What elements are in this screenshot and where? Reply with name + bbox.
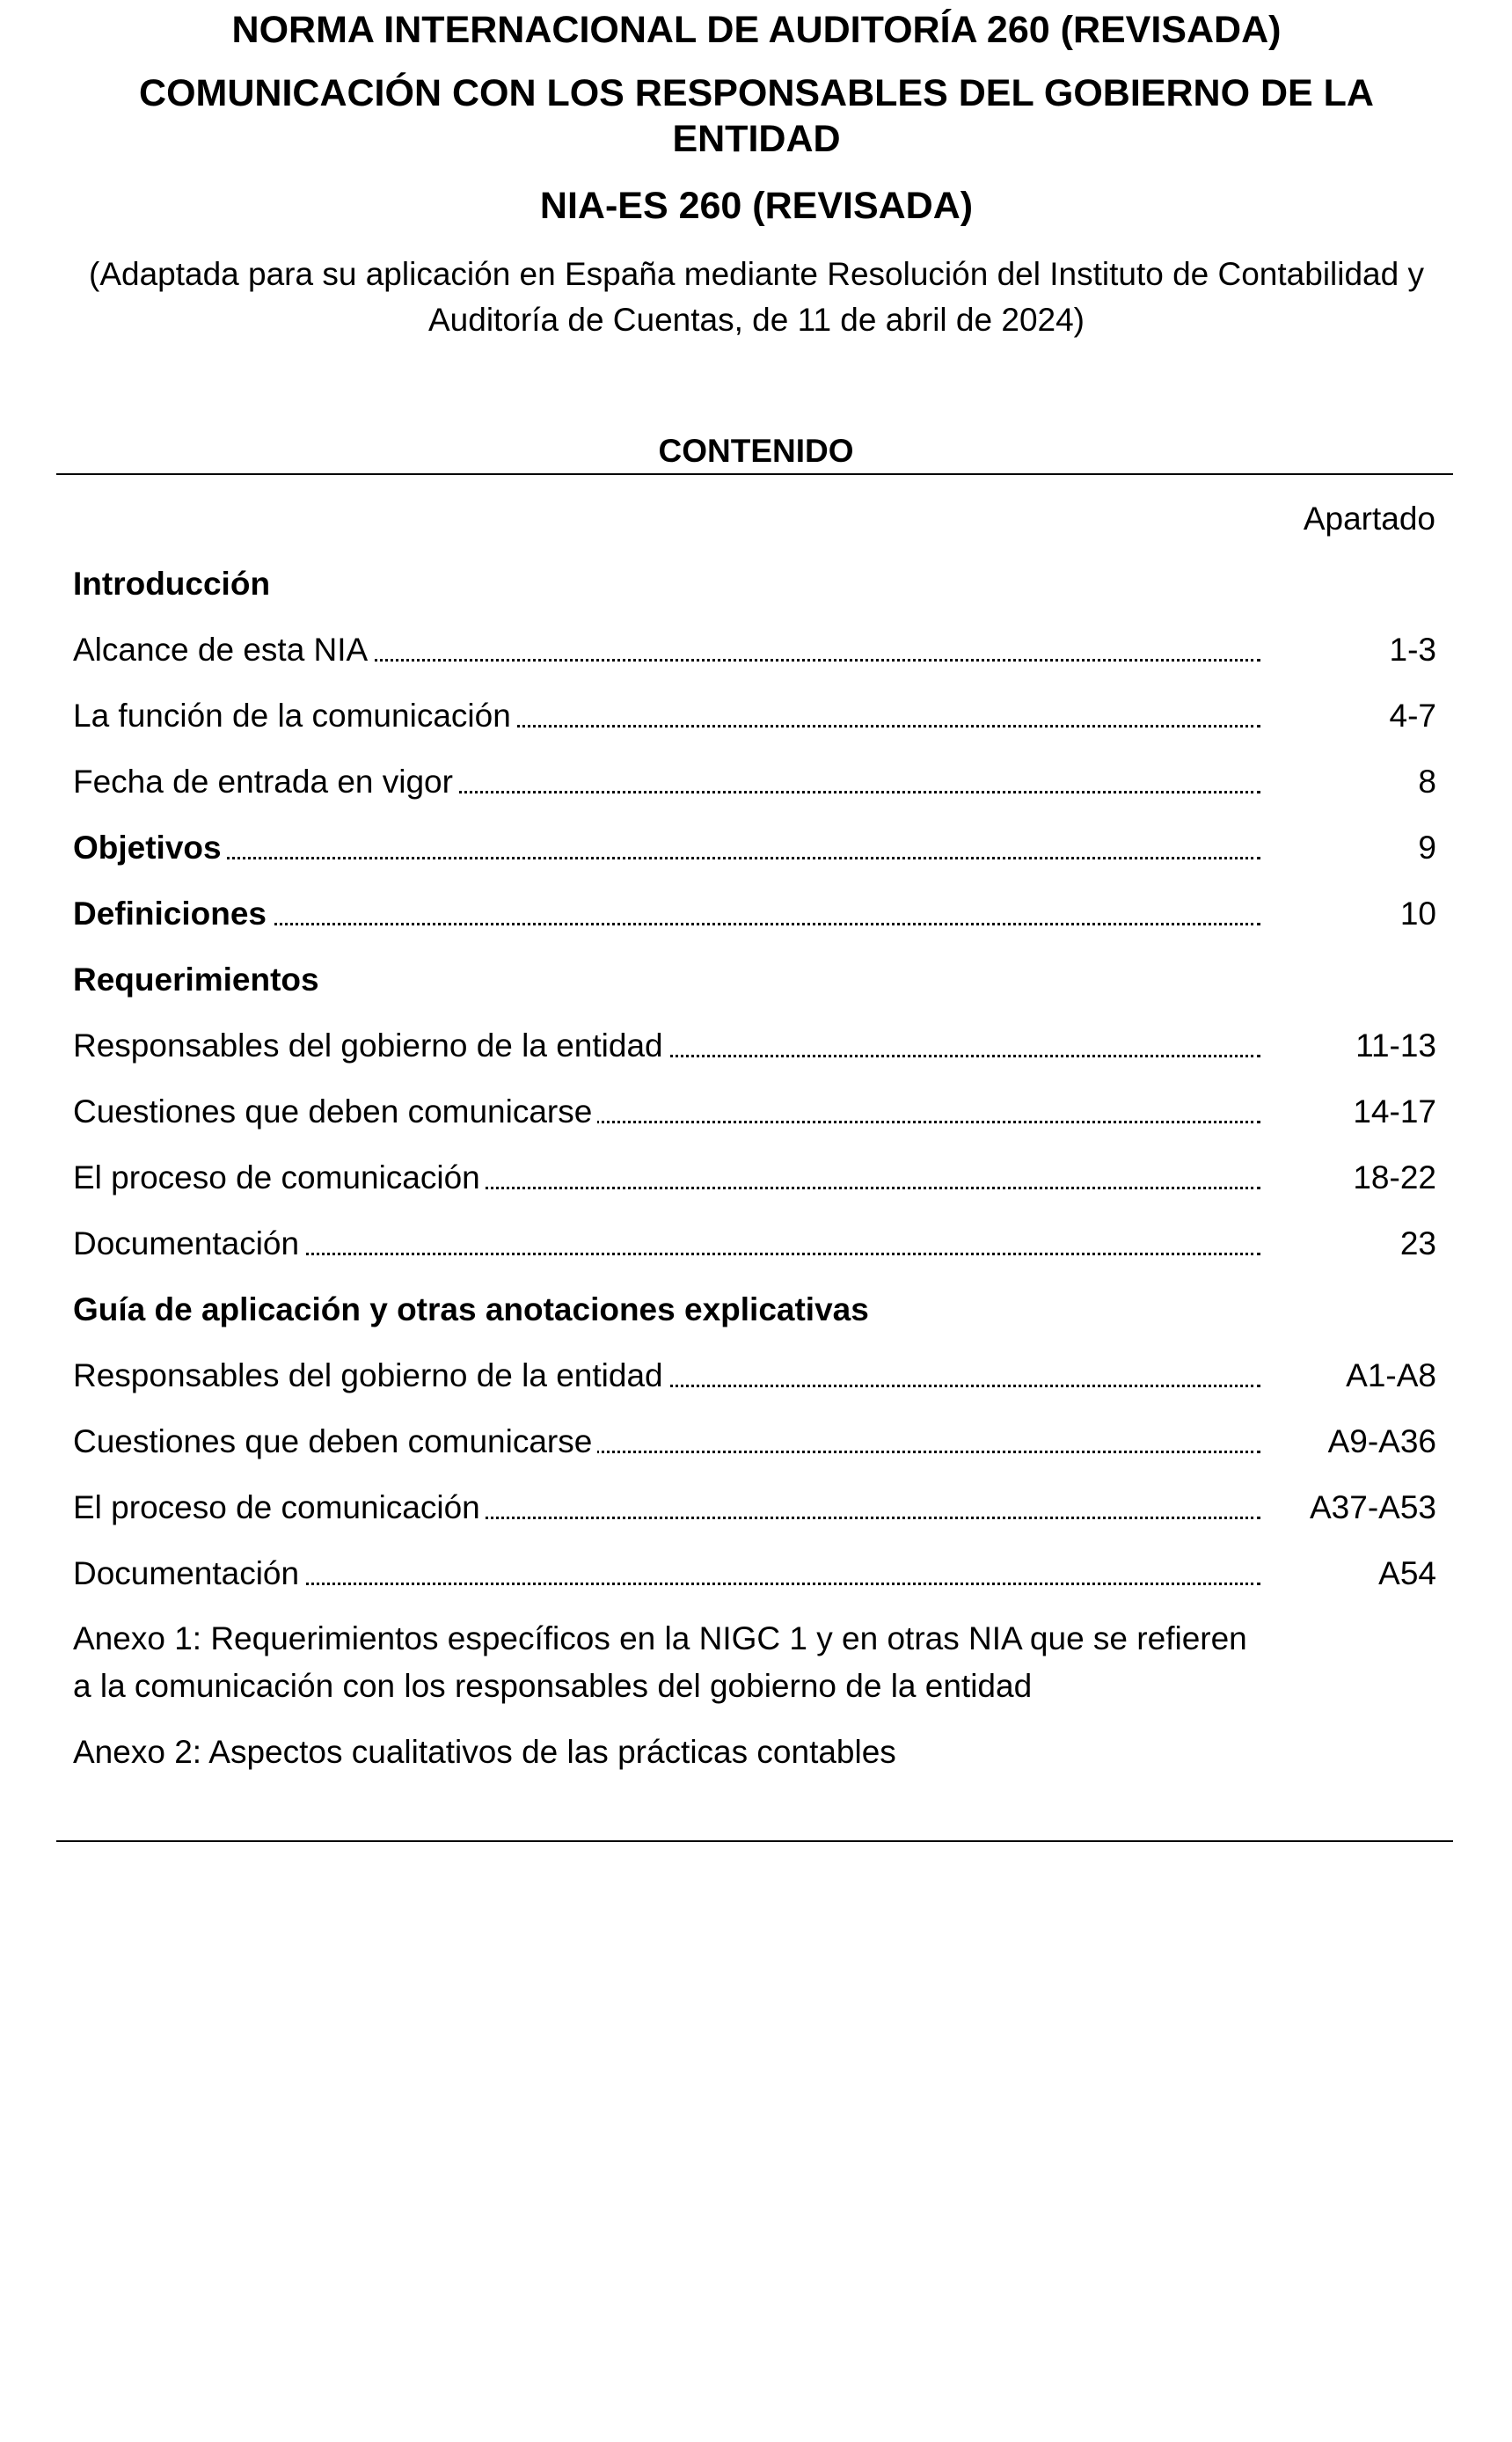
table-of-contents: [73, 562, 1436, 1618]
contents-bottom-rule: [56, 1840, 1453, 1842]
toc-entry-text: [73, 562, 1260, 606]
toc-label: Cuestiones que deben comunicarse: [73, 1423, 597, 1459]
toc-paragraph-range: 14-17: [1353, 1093, 1436, 1130]
contents-top-rule: [56, 473, 1453, 475]
toc-entry: [73, 1420, 1436, 1486]
toc-entry-text: [73, 1552, 1260, 1596]
toc-paragraph-range: 10: [1399, 896, 1436, 932]
toc-label: Alcance de esta NIA: [73, 632, 373, 668]
toc-entry-text: [73, 1420, 1260, 1464]
toc-label: Fecha de entrada en vigor: [73, 764, 458, 800]
contents-heading: CONTENIDO: [658, 433, 854, 469]
toc-entry: [73, 1486, 1436, 1552]
toc-entry-text: [73, 1024, 1260, 1068]
toc-paragraph-range: 1-3: [1389, 632, 1436, 668]
toc-paragraph-range: 23: [1399, 1225, 1436, 1261]
toc-entry: [73, 892, 1436, 958]
adaptation-note: (Adaptada para su aplicación en España mediante Resolución del Instituto de Contabilidad y Auditoría de Cuentas, de 11 de abril de 2024): [89, 256, 1424, 338]
toc-entry: [73, 826, 1436, 892]
toc-label: El proceso de comunicación: [73, 1159, 486, 1195]
toc-paragraph-range: 8: [1418, 764, 1436, 800]
toc-entry: [73, 1222, 1436, 1288]
toc-entry-text: [73, 1354, 1260, 1398]
annex-2: Anexo 2: Aspectos cualitativos de las prácticas contables: [73, 1734, 896, 1770]
toc-entry-text: [73, 1090, 1260, 1134]
toc-paragraph-range: A9-A36: [1327, 1423, 1436, 1459]
toc-entry-text: [73, 958, 1260, 1002]
toc-paragraph-range: A37-A53: [1310, 1489, 1436, 1525]
toc-label: Documentación: [73, 1555, 304, 1591]
toc-paragraph-range: 11-13: [1355, 1027, 1436, 1064]
toc-entry-text: [73, 760, 1260, 804]
document-title: NORMA INTERNACIONAL DE AUDITORÍA 260 (REVISADA): [231, 9, 1282, 51]
toc-label: Objetivos: [73, 830, 227, 866]
toc-entry: [73, 1552, 1436, 1618]
document-code: NIA-ES 260 (REVISADA): [539, 185, 974, 227]
toc-paragraph-range: 4-7: [1389, 698, 1436, 734]
toc-entry-text: [73, 1486, 1260, 1530]
toc-entry-text: [73, 892, 1260, 936]
toc-label: Definiciones: [73, 896, 272, 932]
toc-entry-text: [73, 826, 1260, 870]
toc-label: Responsables del gobierno de la entidad: [73, 1027, 668, 1064]
toc-paragraph-range: A1-A8: [1346, 1357, 1436, 1393]
document-subject: COMUNICACIÓN CON LOS RESPONSABLES DEL GOBIERNO DE LA ENTIDAD: [139, 72, 1374, 160]
toc-entry: [73, 1354, 1436, 1420]
toc-entry-text: [73, 1222, 1260, 1266]
toc-entry-text: [73, 628, 1260, 672]
toc-label: La función de la comunicación: [73, 698, 516, 734]
toc-entry-text: [73, 694, 1260, 738]
toc-entry: [73, 694, 1436, 760]
toc-section-heading: [73, 562, 1436, 628]
toc-label: Documentación: [73, 1225, 304, 1261]
toc-label: Requerimientos: [73, 961, 325, 998]
toc-entry: [73, 1156, 1436, 1222]
toc-section-heading: [73, 958, 1436, 1024]
apartado-column-label: Apartado: [1303, 501, 1435, 537]
toc-entry-text: [73, 1288, 1260, 1332]
toc-paragraph-range: 9: [1418, 830, 1436, 866]
toc-paragraph-range: A54: [1378, 1555, 1436, 1591]
toc-paragraph-range: 18-22: [1353, 1159, 1436, 1195]
toc-label: El proceso de comunicación: [73, 1489, 486, 1525]
toc-label: Introducción: [73, 566, 275, 602]
toc-entry: [73, 1024, 1436, 1090]
toc-label: Responsables del gobierno de la entidad: [73, 1357, 668, 1393]
toc-entry: [73, 760, 1436, 826]
toc-entry-text: [73, 1156, 1260, 1200]
toc-section-heading: [73, 1288, 1436, 1354]
toc-entry: [73, 628, 1436, 694]
annex-1: Anexo 1: Requerimientos específicos en la NIGC 1 y en otras NIA que se refieren a la comunicación con los responsables del gobierno de la entidad: [73, 1620, 1247, 1704]
toc-label: Guía de aplicación y otras anotaciones explicativas: [73, 1291, 874, 1327]
dot-leader: [73, 857, 1260, 859]
toc-label: Cuestiones que deben comunicarse: [73, 1093, 597, 1130]
toc-entry: [73, 1090, 1436, 1156]
